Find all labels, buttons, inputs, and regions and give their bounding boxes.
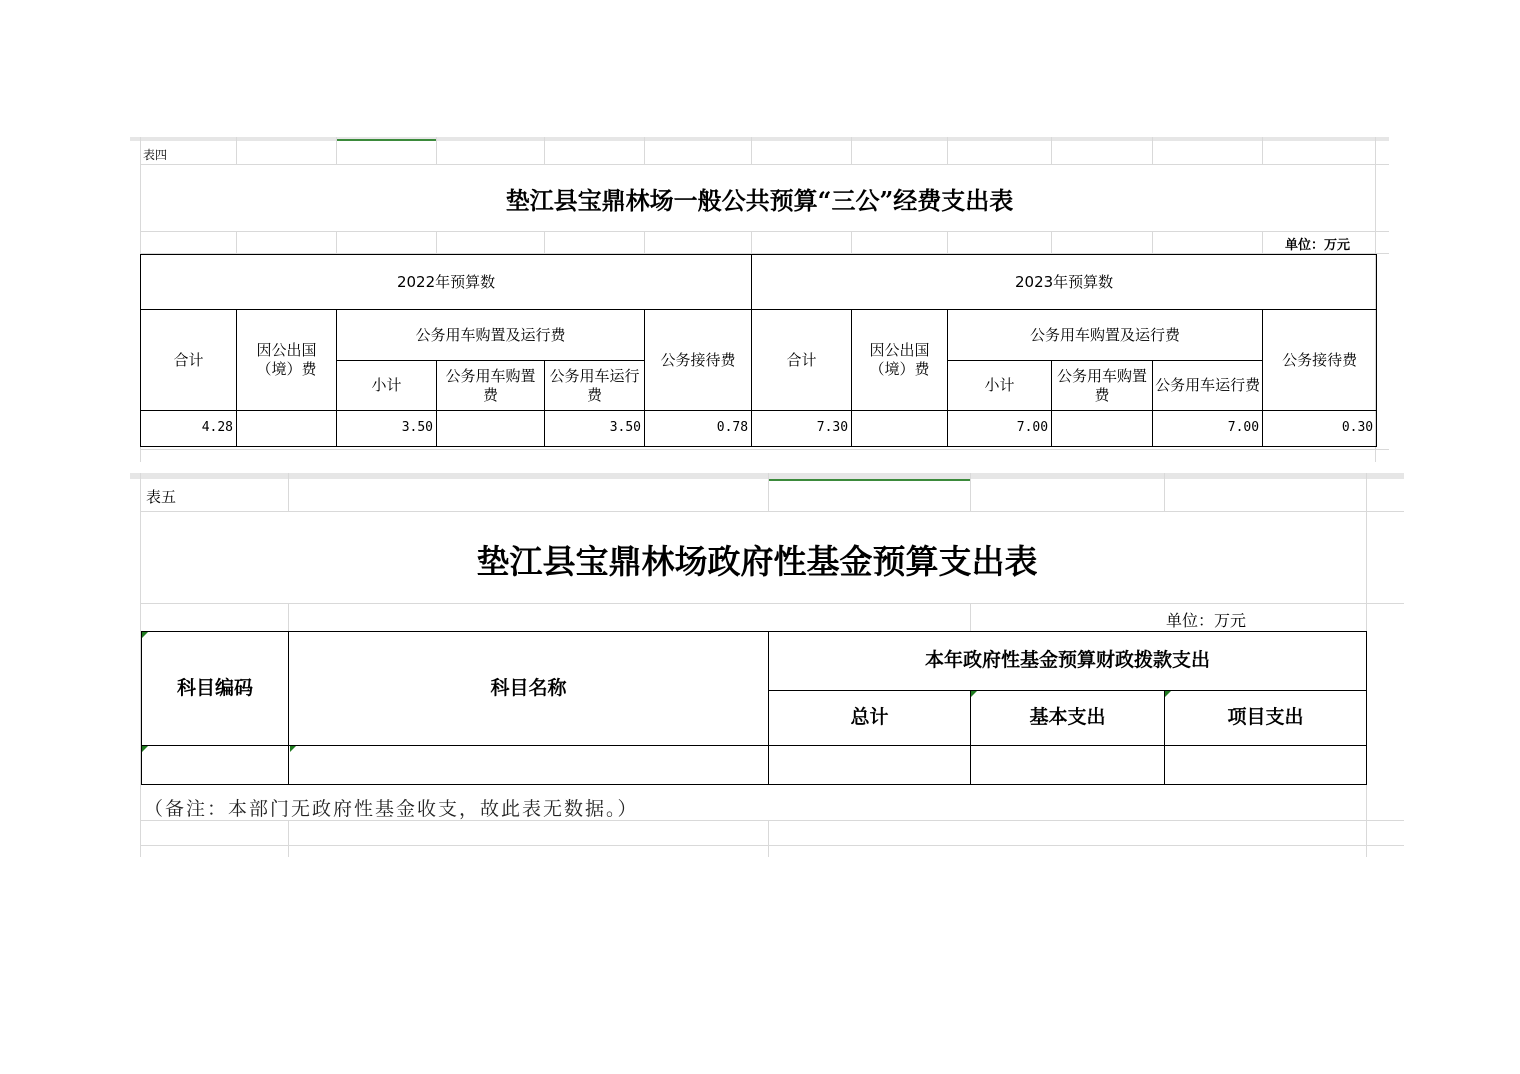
table4-title: 垫江县宝鼎林场一般公共预算“三公”经费支出表	[505, 186, 1014, 215]
grid-line	[1164, 473, 1165, 511]
grid-line	[544, 137, 545, 164]
grid-header-strip	[130, 473, 1404, 479]
grid-line	[336, 231, 337, 253]
grid-line	[1051, 231, 1052, 253]
table5-grid	[141, 631, 1367, 785]
footnote: （备注：本部门无政府性基金收支，故此表无数据。）	[144, 798, 639, 820]
sheet-tag: 表五	[146, 488, 177, 506]
col-total-2023: 合计	[752, 310, 852, 411]
grid-line	[751, 137, 752, 164]
cell-reception-2023[interactable]: 0.30	[1263, 411, 1377, 447]
cell-total-2023[interactable]: 7.30	[752, 411, 852, 447]
col-subtotal-2022: 小计	[337, 361, 437, 411]
unit-label: 单位：万元	[1166, 611, 1247, 630]
comment-marker-icon	[1165, 691, 1171, 697]
grid-line	[1051, 137, 1052, 164]
cell-total[interactable]	[769, 746, 971, 785]
table4-sheet	[130, 137, 1389, 462]
grid-line	[947, 231, 948, 253]
grid-line	[1262, 231, 1263, 253]
col-subtotal-2023: 小计	[948, 361, 1052, 411]
grid-line	[970, 603, 971, 631]
table5-title: 垫江县宝鼎林场政府性基金预算支出表	[476, 542, 1038, 581]
grid-line	[288, 603, 289, 631]
grid-line	[140, 511, 1404, 512]
grid-line	[336, 137, 337, 164]
grid-line	[236, 231, 237, 253]
cell-total-2022[interactable]: 4.28	[141, 411, 237, 447]
col-total-2022: 合计	[141, 310, 237, 411]
grid-line	[236, 137, 237, 164]
grid-line	[436, 137, 437, 164]
cell-abroad-2022[interactable]	[237, 411, 337, 447]
comment-marker-icon	[971, 691, 977, 697]
cell-abroad-2023[interactable]	[852, 411, 948, 447]
grid-line	[140, 164, 1389, 165]
col-purchase-2022: 公务用车购置费	[437, 361, 545, 411]
grid-line	[970, 473, 971, 511]
grid-line	[140, 603, 1404, 604]
col-reception-2022: 公务接待费	[645, 310, 752, 411]
grid-line	[851, 231, 852, 253]
cell-running-2023[interactable]: 7.00	[1153, 411, 1263, 447]
col-project: 项目支出	[1165, 691, 1367, 746]
grid-line	[768, 473, 769, 511]
table4-grid	[140, 254, 1377, 447]
cell-purchase-2022[interactable]	[437, 411, 545, 447]
comment-marker-icon	[142, 746, 148, 752]
col-vehicle-2022: 公务用车购置及运行费	[337, 310, 645, 361]
header-2023: 2023年预算数	[752, 255, 1377, 310]
grid-header-strip	[130, 137, 1389, 141]
table5-sheet	[130, 473, 1404, 857]
col-code: 科目编码	[142, 632, 289, 746]
col-total: 总计	[769, 691, 971, 746]
grid-line	[644, 137, 645, 164]
cell-purchase-2023[interactable]	[1052, 411, 1153, 447]
header-2022: 2022年预算数	[141, 255, 752, 310]
grid-line	[947, 137, 948, 164]
cell-name[interactable]	[289, 746, 769, 785]
selected-column-marker	[768, 479, 970, 481]
cell-subtotal-2023[interactable]: 7.00	[948, 411, 1052, 447]
comment-marker-icon	[290, 746, 296, 752]
grid-line	[1262, 137, 1263, 164]
grid-line	[436, 231, 437, 253]
comment-marker-icon	[142, 632, 148, 638]
col-name: 科目名称	[289, 632, 769, 746]
cell-project[interactable]	[1165, 746, 1367, 785]
col-basic: 基本支出	[971, 691, 1165, 746]
cell-code[interactable]	[142, 746, 289, 785]
col-reception-2023: 公务接待费	[1263, 310, 1377, 411]
col-running-2023: 公务用车运行费	[1153, 361, 1263, 411]
grid-line	[751, 231, 752, 253]
grid-line	[140, 449, 1389, 450]
col-running-2022: 公务用车运行费	[545, 361, 645, 411]
col-abroad-2023: 因公出国（境）费	[852, 310, 948, 411]
grid-line	[544, 231, 545, 253]
cell-subtotal-2022[interactable]: 3.50	[337, 411, 437, 447]
grid-line	[851, 137, 852, 164]
col-group: 本年政府性基金预算财政拨款支出	[769, 632, 1367, 691]
grid-line	[140, 231, 1389, 232]
grid-line	[140, 845, 1404, 846]
selected-column-marker	[337, 139, 436, 141]
grid-line	[1152, 137, 1153, 164]
grid-line	[288, 473, 289, 511]
unit-label: 单位：万元	[1285, 238, 1351, 253]
cell-reception-2022[interactable]: 0.78	[645, 411, 752, 447]
col-vehicle-2023: 公务用车购置及运行费	[948, 310, 1263, 361]
grid-line	[288, 820, 289, 857]
col-purchase-2023: 公务用车购置费	[1052, 361, 1153, 411]
grid-line	[1152, 231, 1153, 253]
grid-line	[768, 820, 769, 857]
cell-basic[interactable]	[971, 746, 1165, 785]
col-abroad-2022: 因公出国（境）费	[237, 310, 337, 411]
sheet-tag: 表四	[143, 148, 168, 162]
grid-line	[644, 231, 645, 253]
cell-running-2022[interactable]: 3.50	[545, 411, 645, 447]
